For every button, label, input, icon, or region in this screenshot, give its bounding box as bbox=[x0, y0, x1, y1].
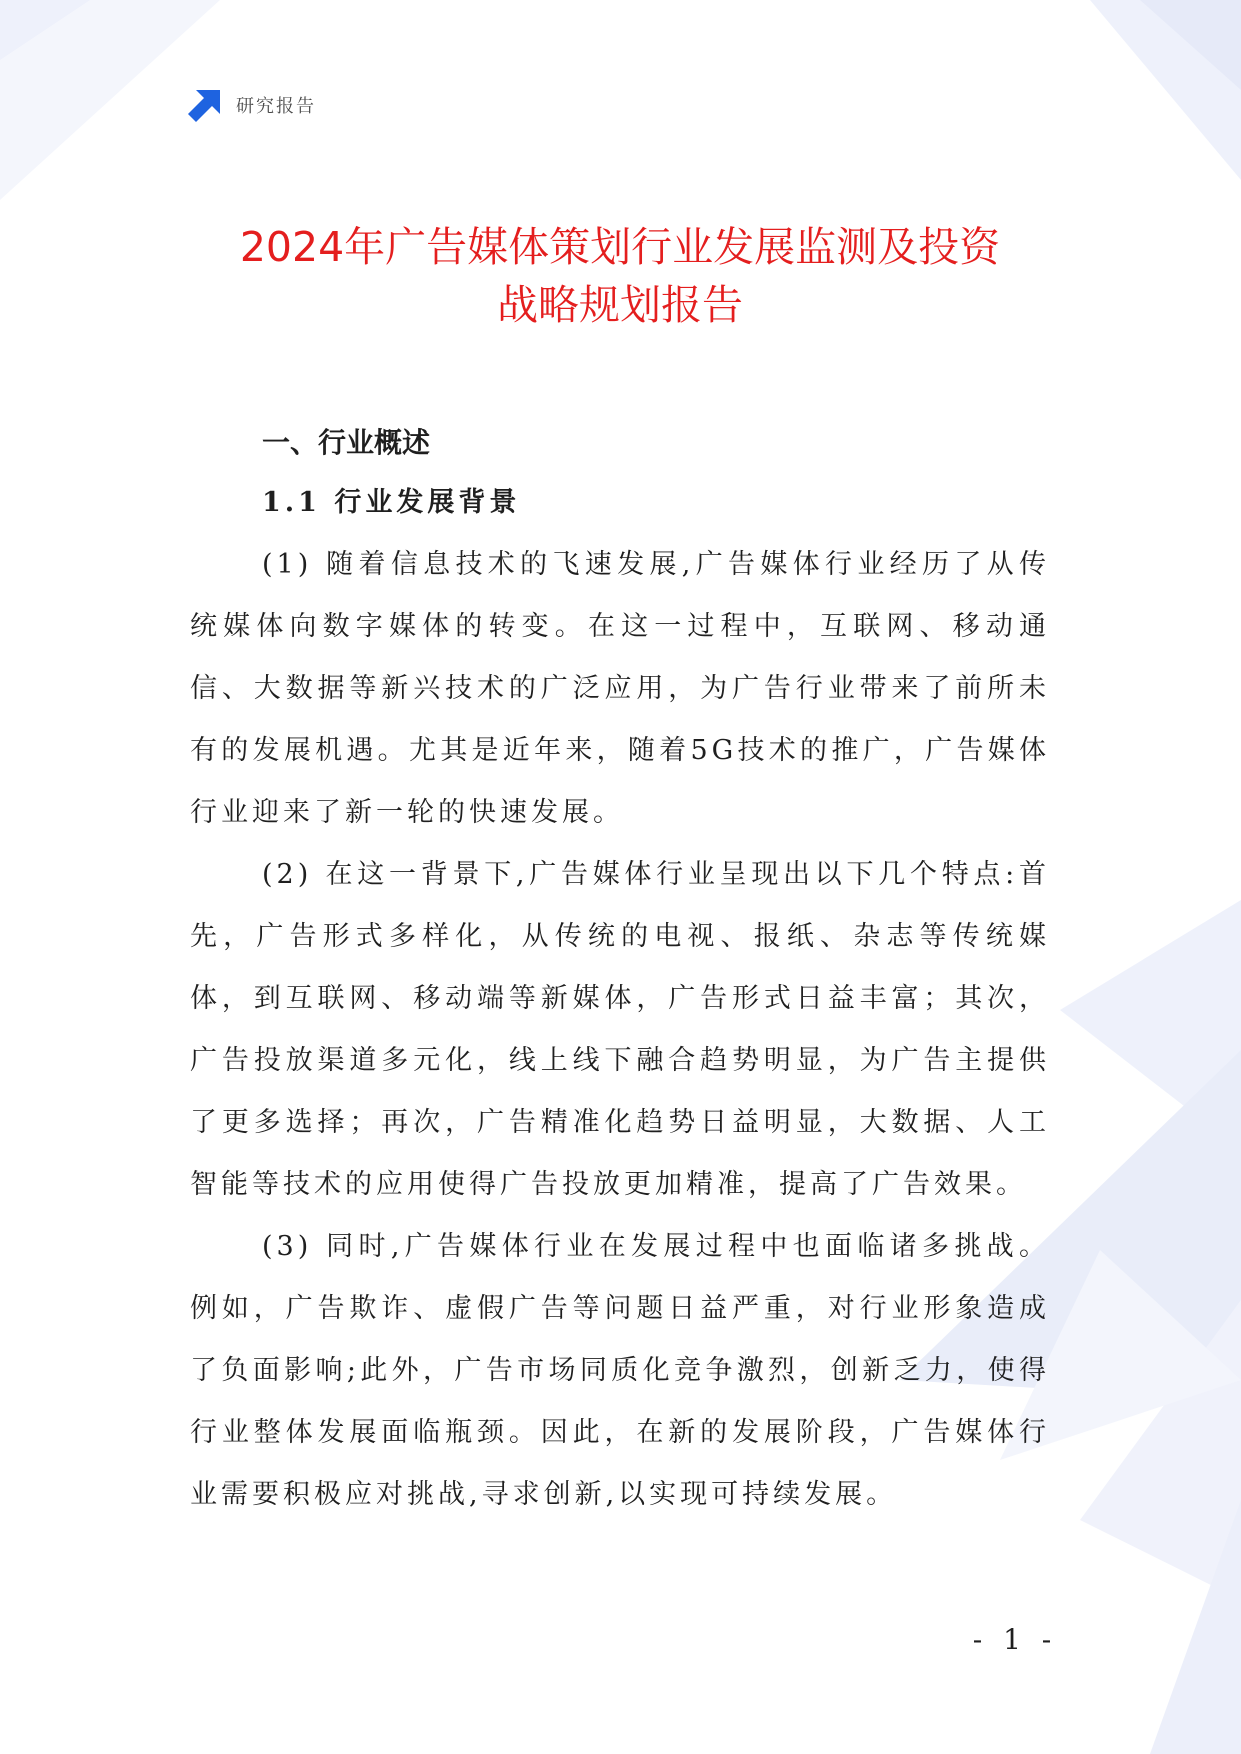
section-heading: 一、行业概述 bbox=[262, 426, 431, 459]
sub-heading: 1.1 行业发展背景 bbox=[262, 487, 521, 518]
paragraph-1: (1) 随着信息技术的飞速发展,广告媒体行业经历了从传统媒体向数字媒体的转变。在这一过程中，互联网、移动通信、大数据等新兴技术的广泛应用，为广告行业带来了前所未有的发展机遇。尤其是近年来，随着5G技术的推广，广告媒体行业迎来了新一轮的快速发展。 bbox=[190, 549, 1050, 828]
page-header bbox=[188, 88, 316, 122]
paragraph-3: (3) 同时,广告媒体行业在发展过程中也面临诸多挑战。例如，广告欺诈、虚假广告等问题日益严重，对行业形象造成了负面影响;此外，广告市场同质化竞争激烈，创新乏力，使得行业整体发展面临瓶颈。因此，在新的发展阶段，广告媒体行业需要积极应对挑战,寻求创新,以实现可持续发展。 bbox=[190, 1231, 1050, 1510]
paragraph-2: (2) 在这一背景下,广告媒体行业呈现出以下几个特点:首先，广告形式多样化，从传统的电视、报纸、杂志等传统媒体，到互联网、移动端等新媒体，广告形式日益丰富；其次，广告投放渠道多元化，线上线下融合趋势明显，为广告主提供了更多选择；再次，广告精准化趋势日益明显，大数据、人工智能等技术的应用使得广告投放更加精准，提高了广告效果。 bbox=[190, 859, 1050, 1200]
title-line-2: 战略规划报告 bbox=[497, 281, 743, 329]
title-line-1: 2024年广告媒体策划行业发展监测及投资 bbox=[239, 223, 1001, 271]
document-title bbox=[120, 218, 1120, 334]
brand-label: 研究报告 bbox=[236, 96, 316, 117]
arrow-up-right-icon bbox=[188, 88, 222, 122]
document-body bbox=[190, 418, 1050, 1526]
page-number: - 1 - bbox=[972, 1623, 1058, 1656]
